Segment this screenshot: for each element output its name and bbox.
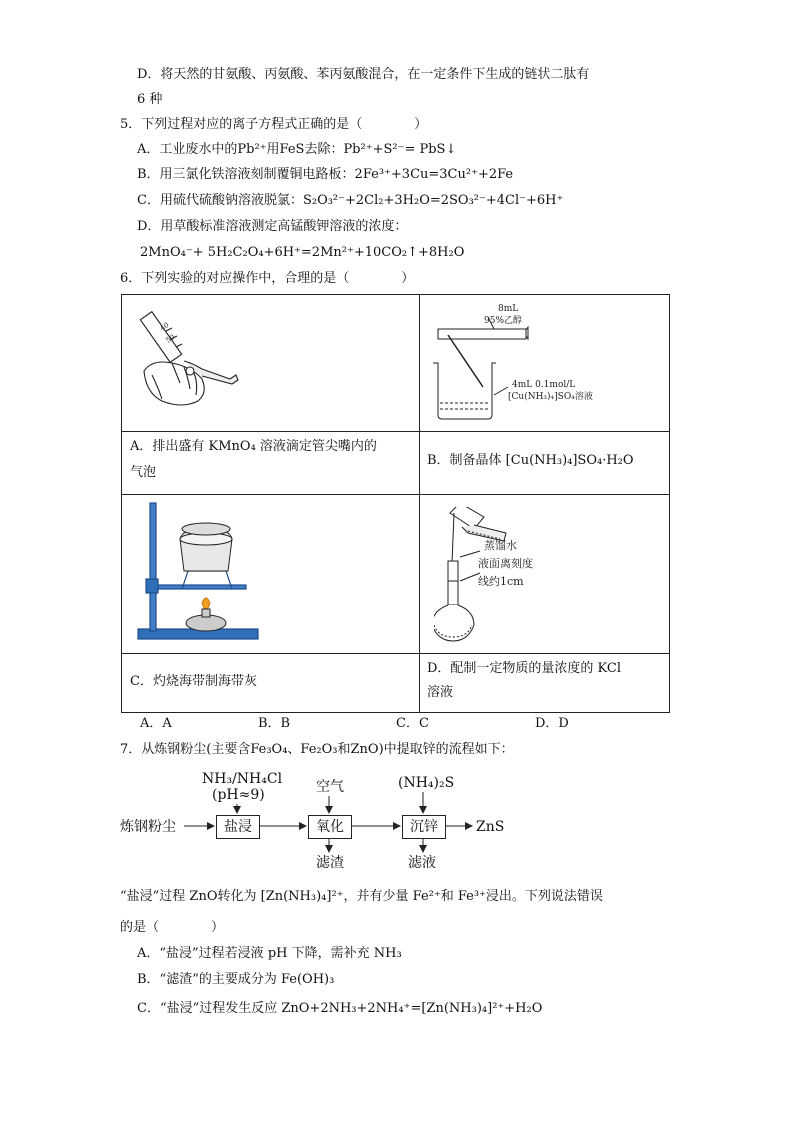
q6-cell-b: B．制备晶体 [Cu(NH₃)₄]SO₄·H₂O [427,453,634,468]
svg-text:40: 40 [158,320,171,333]
q6-option-a: A．A [140,716,172,731]
flow-out-filtrate: 滤液 [408,855,436,871]
flow-arrows [120,770,540,880]
q7-option-a: A．“盐浸”过程若浸液 pH 下降，需补充 NH₃ [137,946,402,961]
q6-cell-d-line1: D．配制一定物质的量浓度的 KCl [427,661,622,676]
q5-option-c: C．用硫代硫酸钠溶液脱氯：S₂O₃²⁻+2Cl₂+3H₂O=2SO₃²⁻+4Cl⁻+6H⁺ [137,193,564,208]
fig-b-label-solution: [Cu(NH₃)₄]SO₄溶液 [508,392,593,402]
flow-box-precipitate-zinc: 沉锌 [402,815,446,839]
q7-description-line2: 的是（ ） [120,920,225,935]
q6-option-b: B．B [258,716,291,731]
volumetric-flask-figure [434,507,654,647]
q6-stem: 6．下列实验的对应操作中，合理的是（ ） [120,271,415,286]
q6-option-d: D．D [535,716,569,731]
flow-box-oxidation: 氧化 [308,815,352,839]
q6-table [121,294,670,713]
flow-product: ZnS [476,819,505,835]
q7-stem: 7．从炼钢粉尘(主要含Fe₃O₄、Fe₂O₃和ZnO)中提取锌的流程如下： [120,742,514,757]
q6-option-c: C．C [396,716,429,731]
q5-option-a: A．工业废水中的Pb²⁺用FeS去除：Pb²⁺+S²⁻= PbS↓ [137,142,457,157]
q6-cell-a-line2: 气泡 [130,465,157,480]
q4-option-d-line1: D．将天然的甘氨酸、丙氨酸、苯丙氨酸混合，在一定条件下生成的链状二肽有 [137,67,590,82]
flow-reagent3: (NH₄)₂S [398,775,455,791]
fig-b-label-conc: 4mL 0.1mol/L [512,380,576,390]
fig-b-label-ethanol: 95%乙醇 [484,316,523,326]
q5-stem: 5．下列过程对应的离子方程式正确的是（ ） [120,117,428,132]
q5-option-d-equation: 2MnO₄⁻+ 5H₂C₂O₄+6H⁺=2Mn²⁺+10CO₂↑+8H₂O [140,245,465,260]
q7-option-c: C．“盐浸”过程发生反应 ZnO+2NH₃+2NH₄⁺=[Zn(NH₃)₄]²⁺+H₂O [137,1001,543,1016]
q4-option-d-line2: 6 种 [137,92,163,107]
flow-out-residue: 滤渣 [316,855,344,871]
flow-reagent1-line2: (pH≈9) [212,787,265,803]
flow-reagent1-line1: NH₃/NH₄Cl [202,771,283,787]
fig-d-label-level: 液面离刻度 [478,557,533,570]
q6-cell-c: C．灼烧海带制海带灰 [130,674,257,689]
svg-text:50: 50 [164,332,177,345]
fig-b-label-volume: 8mL [498,304,519,314]
beaker-pipette-figure [428,299,668,427]
flow-start: 炼钢粉尘 [120,819,176,835]
q7-description-line1: “盐浸”过程 ZnO转化为 [Zn(NH₃)₄]²⁺，并有少量 Fe²⁺和 Fe³⁺浸出。下列说法错误 [120,889,603,904]
burette-hand-figure [132,301,262,421]
fig-d-label-water: 蒸馏水 [484,539,517,552]
q6-cell-a-line1: A．排出盛有 KMnO₄ 溶液滴定管尖嘴内的 [130,439,377,454]
flow-reagent2: 空气 [316,779,344,795]
flow-box-salt-leach: 盐浸 [216,815,260,839]
q7-option-b: B．“滤渣”的主要成分为 Fe(OH)₃ [137,972,335,987]
q5-option-b: B．用三氯化铁溶液刻制覆铜电路板：2Fe³⁺+3Cu=3Cu²⁺+2Fe [137,167,514,182]
q5-option-d: D．用草酸标准溶液测定高锰酸钾溶液的浓度： [137,219,408,234]
crucible-stand-figure [128,499,308,649]
q7-flowchart [120,770,540,880]
fig-d-label-mark: 线约1cm [478,575,524,588]
q6-cell-d-line2: 溶液 [427,685,454,700]
